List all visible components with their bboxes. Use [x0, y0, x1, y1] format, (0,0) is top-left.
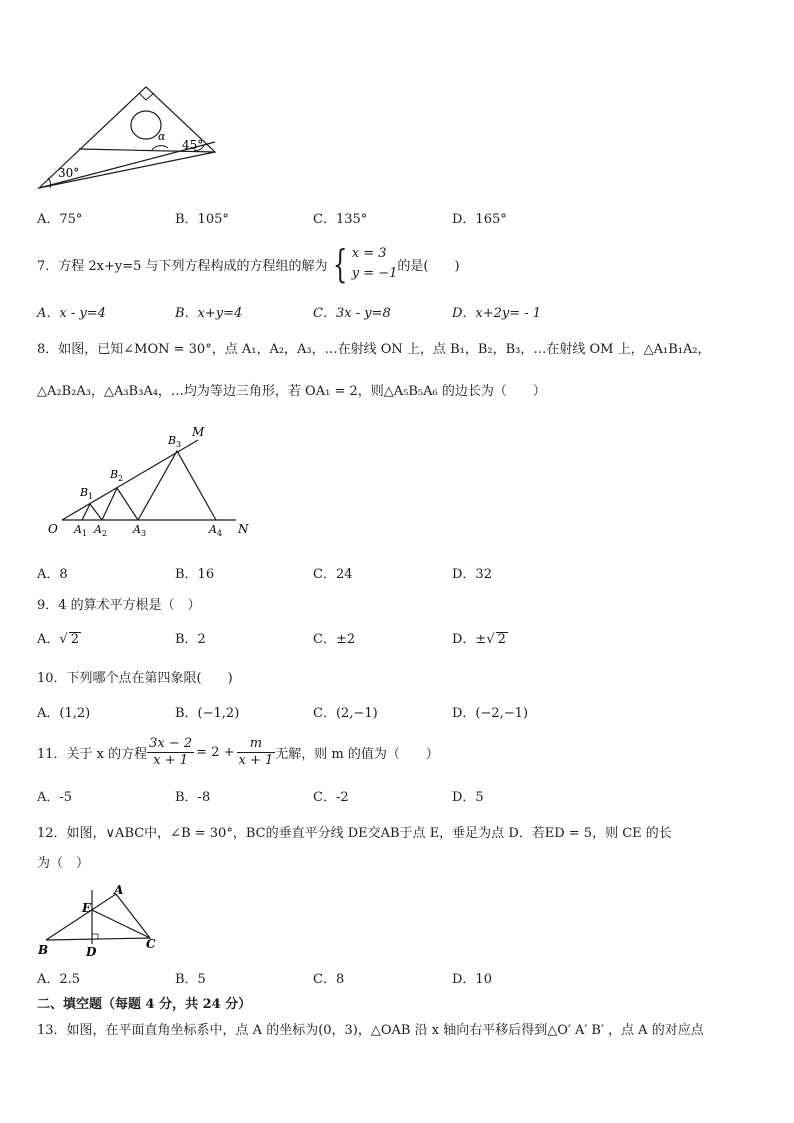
q8-option-a[interactable]: A．8	[37, 567, 68, 582]
label-d: D	[86, 945, 97, 959]
label-b3: B	[168, 434, 177, 447]
q12-line-1: 12．如图，∨ABC中，∠B = 30°，BC的垂直平分线 DE交AB于点 E，垂足为点 D．若ED = 5，则 CE 的长	[37, 826, 672, 841]
q12-option-b[interactable]: B．5	[175, 972, 206, 987]
q9-option-d-label: D．±	[452, 632, 487, 647]
q8-option-c[interactable]: C．24	[313, 567, 353, 582]
label-a1-sub: 1	[82, 529, 88, 538]
q11-middle: = 2 +	[196, 744, 235, 760]
q8-option-b[interactable]: B．16	[175, 567, 215, 582]
label-a2-sub: 2	[102, 529, 108, 538]
q9-option-a[interactable]: A．√ 2	[37, 632, 79, 647]
q11-fraction-2-denominator: x + 1	[238, 752, 274, 768]
q12-line-2: 为（ ）	[37, 856, 90, 871]
label-a4-sub: 4	[217, 529, 223, 538]
label-m: M	[192, 425, 205, 439]
q11-option-c[interactable]: C．-2	[313, 790, 349, 805]
triangle-ruler-figure	[34, 82, 224, 192]
q9-option-d-radicand: 2	[497, 632, 506, 647]
label-b2-sub: 2	[118, 474, 124, 483]
angle-45-label: 45°	[182, 138, 204, 152]
label-b: B	[38, 943, 49, 957]
q11-fraction-1	[147, 736, 194, 769]
label-b1: B	[80, 486, 89, 499]
q7-prefix: 7．方程 2x+y=5 与下列方程构成的方程组的解为	[37, 258, 328, 274]
q8-line-2: △A₂B₂A₃，△A₃B₃A₄，…均为等边三角形，若 OA₁ = 2，则△A₅B₅A₆ 的边长为（ ）	[37, 384, 546, 399]
q8-line-1: 8．如图，已知∠MON = 30°，点 A₁，A₂，A₃，…在射线 ON 上，点 B₁，B₂，B₃，…在射线 OM 上，△A₁B₁A₂，	[37, 342, 711, 357]
q7-option-a[interactable]: A．x - y=4	[37, 306, 106, 321]
label-a4: A	[209, 523, 217, 536]
label-b3-sub: 3	[176, 440, 182, 449]
q9-option-b[interactable]: B．2	[175, 632, 206, 647]
q11-suffix: 无解，则 m 的值为（ ）	[275, 746, 439, 762]
q12-option-d[interactable]: D．10	[452, 972, 492, 987]
question-7	[37, 242, 460, 286]
q11-option-a[interactable]: A．-5	[37, 790, 73, 805]
label-b1-sub: 1	[88, 492, 94, 501]
label-a3-sub: 3	[141, 529, 147, 538]
q11-option-d[interactable]: D．5	[452, 790, 484, 805]
q7-option-b[interactable]: B．x+y=4	[175, 306, 243, 321]
triangle-abc-figure	[36, 880, 166, 960]
q7-option-d[interactable]: D．x+2y= - 1	[452, 306, 542, 321]
q10-option-c[interactable]: C．(2,−1)	[313, 706, 378, 721]
label-c: C	[146, 937, 156, 951]
label-a1: A	[74, 523, 82, 536]
q12-option-a[interactable]: A．2.5	[37, 972, 81, 987]
q9-option-c[interactable]: C．±2	[313, 632, 356, 647]
q10-option-b[interactable]: B．(−1,2)	[175, 706, 240, 721]
q10-option-d[interactable]: D．(−2,−1)	[452, 706, 529, 721]
q11-fraction-2-numerator: m	[237, 736, 276, 753]
brace-symbol: {	[332, 242, 347, 286]
q11-fraction-2	[237, 736, 276, 769]
question-10: 10．下列哪个点在第四象限( )	[37, 671, 233, 686]
q12-option-c[interactable]: C．8	[313, 972, 345, 987]
q11-option-b[interactable]: B．-8	[175, 790, 211, 805]
question-11	[37, 732, 439, 772]
question-13: 13．如图，在平面直角坐标系中，点 A 的坐标为(0，3)，△OAB 沿 x 轴向右平移后得到△O′ A′ B′ ，点 A 的对应点	[37, 1023, 704, 1038]
angle-30-label: 30°	[58, 166, 80, 180]
q7-option-c[interactable]: C．3x - y=8	[313, 306, 391, 321]
q9-option-a-radicand: 2	[70, 632, 79, 647]
label-a: A	[114, 883, 124, 897]
equilateral-triangles-figure	[44, 420, 264, 540]
q9-option-a-label: A．	[37, 632, 60, 647]
q11-fraction-1-numerator: 3x − 2	[149, 735, 193, 751]
q11-fraction-1-denominator: x + 1	[153, 752, 189, 768]
q6-option-b[interactable]: B．105°	[175, 212, 229, 227]
q7-suffix: 的是( )	[397, 258, 460, 274]
q10-option-a[interactable]: A．(1,2)	[37, 706, 91, 721]
label-n: N	[238, 522, 249, 536]
section-heading-fill-in: 二、填空题（每题 4 分，共 24 分）	[37, 997, 252, 1012]
q9-option-d[interactable]: D．±√ 2	[452, 632, 506, 647]
label-a2: A	[94, 523, 102, 536]
angle-alpha-label: α	[158, 130, 166, 143]
q6-option-a[interactable]: A．75°	[37, 212, 83, 227]
question-9: 9．4 的算术平方根是（ ）	[37, 598, 201, 613]
q8-option-d[interactable]: D．32	[452, 567, 492, 582]
label-b2: B	[110, 468, 119, 481]
label-o: O	[48, 522, 58, 536]
q7-system-line-2: y = −1	[351, 266, 398, 281]
label-e: E	[82, 901, 92, 915]
q7-equation-system	[352, 244, 398, 284]
q7-system-line-1: x = 3	[351, 246, 387, 261]
q11-prefix: 11．关于 x 的方程	[37, 746, 148, 762]
label-a3: A	[133, 523, 141, 536]
q6-option-c[interactable]: C．135°	[313, 212, 368, 227]
q6-option-d[interactable]: D．165°	[452, 212, 507, 227]
